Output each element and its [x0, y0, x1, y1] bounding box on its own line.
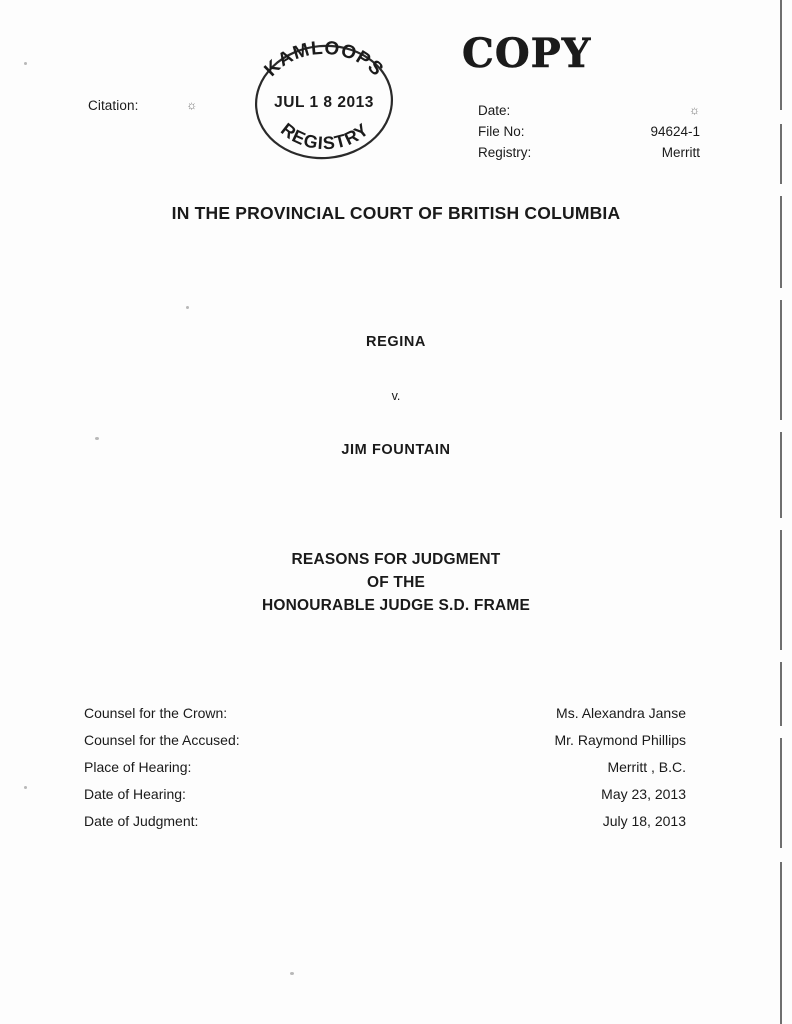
counsel-value-accused: Mr. Raymond Phillips — [554, 732, 686, 748]
citation-label: Citation: — [88, 98, 139, 113]
sun-icon: ☼ — [689, 103, 700, 117]
court-heading: IN THE PROVINCIAL COURT OF BRITISH COLUMBIA — [171, 203, 621, 223]
counsel-label-accused: Counsel for the Accused: — [84, 732, 240, 748]
meta-value-file-no: 94624-1 — [650, 124, 700, 139]
counsel-value-date-of-hearing: May 23, 2013 — [601, 786, 686, 802]
reasons-title-line-1: REASONS FOR JUDGMENT — [291, 551, 501, 568]
counsel-value-place-of-hearing: Merritt , B.C. — [607, 759, 686, 775]
stamp-date-text: JUL 1 8 2013 — [274, 94, 374, 111]
copy-stamp-text: COPY — [462, 30, 592, 77]
meta-label-file-no: File No: — [478, 124, 525, 139]
counsel-label-date-of-judgment: Date of Judgment: — [84, 813, 199, 829]
scan-edge-marks — [780, 0, 782, 1024]
party-crown: REGINA — [366, 334, 426, 350]
citation-row — [88, 98, 197, 113]
counsel-details — [84, 700, 686, 835]
counsel-row-date-of-hearing — [84, 781, 686, 808]
meta-row-file-no — [478, 121, 700, 142]
counsel-row-crown — [84, 700, 686, 727]
scan-speck — [186, 306, 189, 309]
meta-label-registry: Registry: — [478, 145, 532, 160]
sun-icon: ☼ — [186, 98, 198, 112]
document-meta — [478, 100, 700, 163]
registry-stamp — [244, 26, 404, 176]
scan-speck — [95, 437, 99, 440]
counsel-row-date-of-judgment — [84, 808, 686, 835]
scan-speck — [24, 786, 27, 789]
counsel-label-crown: Counsel for the Crown: — [84, 705, 228, 721]
counsel-value-crown: Ms. Alexandra Janse — [556, 705, 686, 721]
meta-label-date: Date: — [478, 103, 511, 118]
meta-row-date — [478, 100, 700, 121]
meta-value-registry: Merritt — [661, 145, 700, 160]
reasons-title-line-2: OF THE — [366, 574, 426, 591]
svg-text:KAMLOOPS: KAMLOOPS — [260, 37, 388, 81]
party-accused: JIM FOUNTAIN — [341, 442, 451, 458]
versus-label: v. — [391, 389, 401, 403]
counsel-label-date-of-hearing: Date of Hearing: — [84, 786, 186, 802]
scan-speck — [24, 62, 27, 65]
scan-speck — [290, 972, 294, 975]
reasons-title — [0, 548, 792, 617]
reasons-title-line-3: HONOURABLE JUDGE S.D. FRAME — [261, 597, 531, 614]
meta-row-registry — [478, 142, 700, 163]
svg-text:REGISTRY: REGISTRY — [277, 119, 373, 154]
counsel-row-accused — [84, 727, 686, 754]
counsel-value-date-of-judgment: July 18, 2013 — [602, 813, 686, 829]
counsel-row-place-of-hearing — [84, 754, 686, 781]
counsel-label-place-of-hearing: Place of Hearing: — [84, 759, 192, 775]
